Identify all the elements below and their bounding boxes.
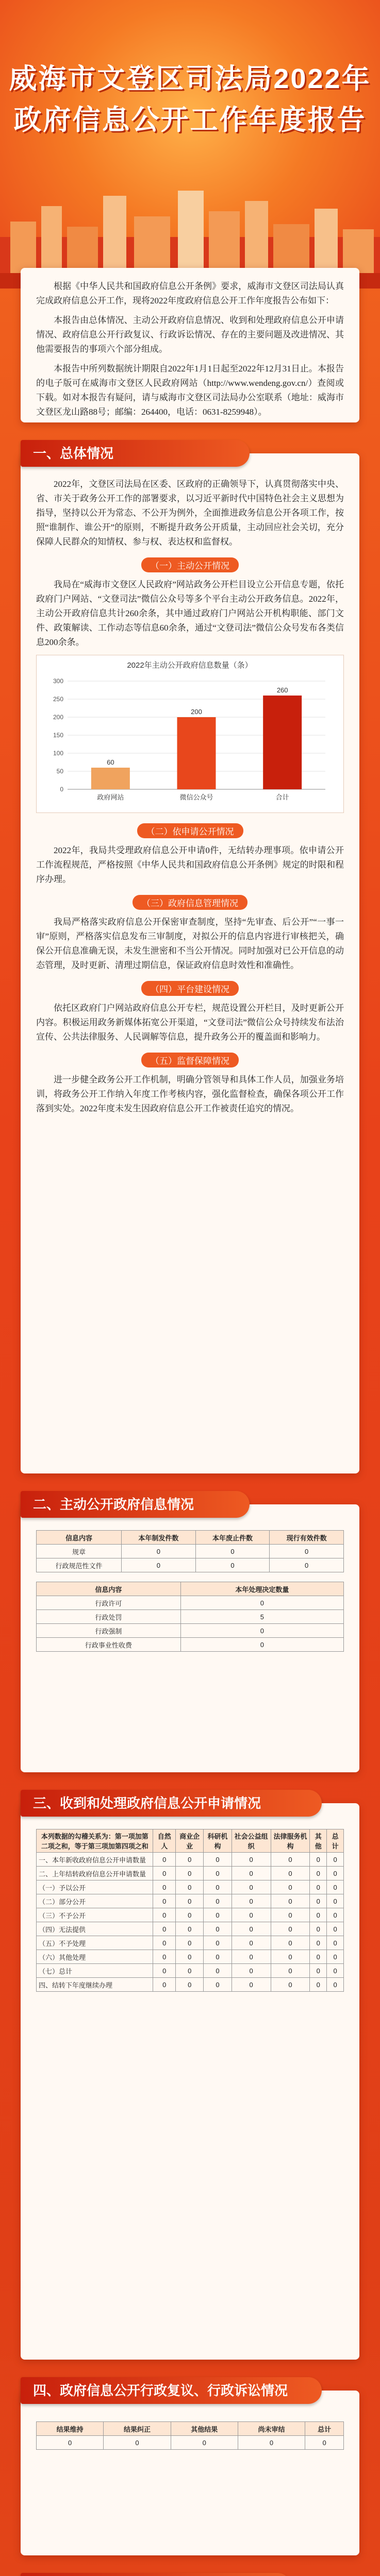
table-cell: 行政强制	[37, 1624, 181, 1638]
table-row	[37, 1596, 344, 1610]
table-cell: 二、上年结转政府信息公开申请数量	[37, 1867, 153, 1880]
y-tick-label: 200	[53, 714, 63, 721]
table-header-cell: 本年制发件数	[122, 1531, 196, 1545]
table-cell: 0	[310, 1978, 327, 1992]
table-cell: 0	[271, 1880, 310, 1894]
table-cell: 0	[204, 1964, 232, 1978]
table-cell: 0	[153, 1853, 176, 1867]
table-cell: 0	[232, 1880, 271, 1894]
section-applications	[21, 1795, 359, 2360]
table-cell: 0	[232, 1853, 271, 1867]
table-cell: （六）其他处理	[37, 1950, 153, 1964]
table-cell: 0	[153, 1867, 176, 1880]
report-header	[0, 0, 380, 289]
table-cell: 一、本年新收政府信息公开申请数量	[37, 1853, 153, 1867]
table-cell: 0	[310, 1950, 327, 1964]
table-cell: 0	[180, 1638, 343, 1652]
table-cell: 0	[122, 1558, 196, 1572]
table-row	[37, 1610, 344, 1624]
table-cell: 0	[153, 1908, 176, 1922]
table-cell: 0	[180, 1596, 343, 1610]
table-cell: 0	[204, 1894, 232, 1908]
table-cell: 0	[195, 1558, 270, 1572]
x-category-label: 合计	[275, 793, 289, 801]
intro-paragraph: 本报告中所列数据统计期限自2022年1月1日起至2022年12月31日止。本报告的电子版可在威海市文登区人民政府网站（http://www.wendeng.gov.cn/）查阅或下载。如对本报告有疑问，请与威海市文登区司法局办公室联系（地址：威海市文登区龙山路88号；邮编：264400，电话：0631-8259948）。	[36, 364, 344, 417]
section-paragraph: 2022年，文登区司法局在区委、区政府的正确领导下，认真贯彻落实中央、省、市关于政务公开工作的部署要求，以习近平新时代中国特色社会主义思想为指导，坚持以公开为常态、不公开为例外，全面推进政务信息公开各项工作，按照“谁制作、谁公开”的原则，不断提升政务公开质量，主动回应社会关切，充分保障人民群众的知情权、参与权、表达权和监督权。	[36, 479, 344, 547]
section-heading: 四、政府信息公开行政复议、行政诉讼情况	[21, 2377, 322, 2404]
bar-value-label: 60	[107, 758, 114, 766]
table-cell: 0	[176, 1880, 204, 1894]
report-title-line1: 威海市文登区司法局2022年	[9, 63, 371, 94]
table-cell: 0	[271, 1964, 310, 1978]
y-tick-label: 300	[53, 677, 63, 685]
y-tick-label: 100	[53, 750, 63, 757]
table-cell: 0	[122, 1545, 196, 1558]
section-paragraph: 2022年，我局共受理政府信息公开申请0件，无结转办理事项。依申请公开工作流程规范，严格按照《中华人民共和国政府信息公开条例》规定的时限和程序办理。	[36, 845, 344, 884]
section-heading	[21, 2573, 291, 2576]
table-cell: 0	[232, 1950, 271, 1964]
table-cell: 0	[327, 1908, 344, 1922]
table-cell: 0	[171, 2436, 238, 2450]
table-header-cell: 尚未审结	[238, 2422, 305, 2436]
table-cell: 0	[153, 1950, 176, 1964]
table-cell: 0	[104, 2436, 171, 2450]
table-cell: （一）予以公开	[37, 1880, 153, 1894]
table-cell: 0	[176, 1908, 204, 1922]
subsection-heading: （二）依申请公开情况	[137, 823, 243, 838]
table-cell: 0	[271, 1894, 310, 1908]
chart-bar	[263, 696, 302, 789]
intro-paragraph: 根据《中华人民共和国政府信息公开条例》要求，威海市文登区司法局认真完成政府信息公开工作，现将2022年度政府信息公开工作年度报告公布如下：	[36, 281, 344, 306]
table-cell: 0	[176, 1950, 204, 1964]
table-cell: 0	[271, 1978, 310, 1992]
table-cell: 0	[310, 1964, 327, 1978]
table-cell: 0	[204, 1978, 232, 1992]
x-category-label: 政府网站	[97, 793, 124, 801]
table-cell: 0	[153, 1880, 176, 1894]
x-category-label: 微信公众号	[179, 793, 213, 801]
chart-bar	[177, 717, 216, 789]
table-cell: 0	[232, 1936, 271, 1950]
active-disclosure-table-2	[36, 1582, 344, 1652]
bar-chart-svg	[37, 655, 343, 810]
bar-value-label: 200	[191, 708, 202, 716]
table-cell: 0	[176, 1978, 204, 1992]
section-paragraph: 我局在“威海市文登区人民政府”网站政务公开栏目设立公开信息专题，依托政府门户网站、“文登司法”微信公众号等多个平台主动公开政务信息。2022年，主动公开政府信息共计260余条，其中通过政府门户网站公开机构职能、部门文件、政策解读、工作动态等信息60余条，通过“文登司法”微信公众号发布各类信息200余条。	[36, 580, 344, 647]
table-header-cell: 其他	[310, 1829, 327, 1853]
table-cell: 0	[270, 1545, 344, 1558]
table-header-cell: 结果纠正	[104, 2422, 171, 2436]
table-cell: 0	[176, 1867, 204, 1880]
table-row	[37, 1545, 344, 1558]
table-cell: 0	[271, 1950, 310, 1964]
table-cell: （七）总计	[37, 1964, 153, 1978]
table-cell: 0	[176, 1936, 204, 1950]
table-cell: （二）部分公开	[37, 1894, 153, 1908]
y-tick-label: 150	[53, 732, 63, 739]
table-cell: 0	[327, 1867, 344, 1880]
table-row	[37, 1638, 344, 1652]
table-cell: 0	[153, 1894, 176, 1908]
table-row	[37, 1867, 344, 1880]
table-cell: 0	[153, 1936, 176, 1950]
table-cell: 0	[305, 2436, 344, 2450]
table-header-cell: 结果维持	[37, 2422, 104, 2436]
bar-value-label: 260	[276, 686, 288, 694]
table-row	[37, 2436, 344, 2450]
table-cell: 0	[271, 1908, 310, 1922]
table-cell: 0	[204, 1867, 232, 1880]
table-header-cell: 信息内容	[37, 1582, 181, 1596]
table-cell: 0	[327, 1894, 344, 1908]
applications-table	[36, 1829, 344, 1992]
table-row	[37, 1950, 344, 1964]
table-cell: 0	[310, 1936, 327, 1950]
table-header-cell: 本年废止件数	[195, 1531, 270, 1545]
table-cell: 0	[238, 2436, 305, 2450]
section-review-litigation	[21, 2383, 359, 2555]
table-cell: 0	[37, 2436, 104, 2450]
table-cell: 规章	[37, 1545, 122, 1558]
table-cell: （四）无法提供	[37, 1922, 153, 1936]
table-cell: 四、结转下年度继续办理	[37, 1978, 153, 1992]
active-disclosure-table-1	[36, 1530, 344, 1572]
table-cell: 0	[204, 1922, 232, 1936]
table-cell: 0	[204, 1936, 232, 1950]
table-cell: 0	[195, 1545, 270, 1558]
table-header-cell: 其他结果	[171, 2422, 238, 2436]
table-cell: 0	[327, 1964, 344, 1978]
table-cell: 5	[180, 1610, 343, 1624]
section-paragraph: 我局严格落实政府信息公开保密审查制度，坚持“先审查、后公开”“一事一审”原则，严格落实信息发布三审制度，对拟公开的信息内容进行审核把关，确保公开信息准确无误，未发生泄密和不当公开情况。同时加强对已公开信息的动态管理，及时更新、清理过期信息，保证政府信息时效性和准确性。	[36, 917, 344, 970]
table-cell: 0	[232, 1867, 271, 1880]
intro-panel	[21, 268, 359, 422]
table-row	[37, 1936, 344, 1950]
table-header-cell: 科研机构	[204, 1829, 232, 1853]
table-header-cell: 法律服务机构	[271, 1829, 310, 1853]
table-header-cell: 信息内容	[37, 1531, 122, 1545]
table-cell: 0	[232, 1894, 271, 1908]
table-row	[37, 1624, 344, 1638]
table-cell: 0	[232, 1922, 271, 1936]
section-overall	[21, 446, 359, 1473]
chart-title: 2022年主动公开政府信息数量（条）	[127, 661, 253, 670]
table-cell: 0	[204, 1908, 232, 1922]
table-cell: 0	[310, 1894, 327, 1908]
table-header-cell: 自然人	[153, 1829, 176, 1853]
table-row	[37, 1922, 344, 1936]
section-heading: 二、主动公开政府信息情况	[21, 1491, 250, 1518]
y-tick-label: 50	[56, 768, 63, 775]
table-cell: 0	[270, 1558, 344, 1572]
table-cell: 0	[232, 1964, 271, 1978]
y-tick-label: 0	[60, 786, 63, 793]
table-row	[37, 1880, 344, 1894]
table-cell: 行政许可	[37, 1596, 181, 1610]
section-heading: 一、总体情况	[21, 440, 250, 467]
table-cell: 0	[310, 1867, 327, 1880]
table-cell: 0	[310, 1908, 327, 1922]
table-header-cell: 本列数据的勾稽关系为：第一项加第二项之和，等于第三项加第四项之和	[37, 1829, 153, 1853]
table-header-cell: 商业企业	[176, 1829, 204, 1853]
table-cell: 0	[327, 1978, 344, 1992]
table-cell: 0	[327, 1936, 344, 1950]
report-title-line2: 政府信息公开工作年度报告	[13, 105, 367, 135]
table-cell: 0	[327, 1880, 344, 1894]
table-cell: 0	[204, 1950, 232, 1964]
table-cell: 0	[310, 1853, 327, 1867]
table-row	[37, 1853, 344, 1867]
table-cell: 行政处罚	[37, 1610, 181, 1624]
section-heading: 三、收到和处理政府信息公开申请情况	[21, 1790, 322, 1817]
subsection-heading: （四）平台建设情况	[141, 981, 239, 996]
table-row	[37, 1978, 344, 1992]
table-cell: 0	[153, 1922, 176, 1936]
table-cell: 0	[271, 1936, 310, 1950]
table-cell: 0	[204, 1853, 232, 1867]
table-cell: （三）不予公开	[37, 1908, 153, 1922]
chart-bar	[91, 768, 130, 789]
table-cell: 0	[271, 1867, 310, 1880]
table-row	[37, 1964, 344, 1978]
section-paragraph: 进一步健全政务公开工作机制，明确分管领导和具体工作人员，加强业务培训，将政务公开工作纳入年度工作考核内容，强化监督检查，确保各项公开工作落到实处。2022年度未发生因政府信息公开工作被责任追究的情况。	[36, 1075, 344, 1113]
subsection-heading: （五）监督保障情况	[141, 1053, 239, 1067]
section-active-disclosure	[21, 1497, 359, 1772]
table-cell: 0	[232, 1908, 271, 1922]
table-cell: 0	[176, 1922, 204, 1936]
table-row	[37, 1908, 344, 1922]
table-cell: 0	[153, 1964, 176, 1978]
table-row	[37, 1558, 344, 1572]
section-paragraph: 依托区政府门户网站政府信息公开专栏，规范设置公开栏目，及时更新公开内容。积极运用政务新媒体拓宽公开渠道，“文登司法”微信公众号持续发布法治宣传、公共法律服务、人民调解等信息，提升政务公开的覆盖面和影响力。	[36, 1003, 344, 1042]
table-header-cell: 总计	[327, 1829, 344, 1853]
table-cell: 0	[176, 1853, 204, 1867]
publication-chart	[36, 655, 344, 813]
table-cell: 0	[271, 1922, 310, 1936]
table-cell: 0	[232, 1978, 271, 1992]
table-cell: 0	[310, 1880, 327, 1894]
review-table	[36, 2421, 344, 2450]
intro-paragraph: 本报告由总体情况、主动公开政府信息情况、收到和处理政府信息公开申请情况、政府信息公开行政复议、行政诉讼情况、存在的主要问题及改进情况、其他需要报告的事项六个部分组成。	[36, 315, 344, 354]
subsection-heading: （一）主动公开情况	[141, 557, 239, 572]
table-cell: 0	[271, 1853, 310, 1867]
table-header-cell: 本年处理决定数量	[180, 1582, 343, 1596]
table-cell: 0	[153, 1978, 176, 1992]
subsection-heading: （三）政府信息管理情况	[133, 895, 247, 910]
table-cell: 0	[180, 1624, 343, 1638]
table-cell: 0	[327, 1950, 344, 1964]
table-cell: 0	[204, 1880, 232, 1894]
table-row	[37, 1894, 344, 1908]
table-cell: （五）不予处理	[37, 1936, 153, 1950]
table-cell: 行政事业性收费	[37, 1638, 181, 1652]
table-cell: 行政规范性文件	[37, 1558, 122, 1572]
table-header-cell: 社会公益组织	[232, 1829, 271, 1853]
table-cell: 0	[327, 1922, 344, 1936]
y-tick-label: 250	[53, 696, 63, 703]
table-cell: 0	[176, 1894, 204, 1908]
table-cell: 0	[310, 1922, 327, 1936]
table-header-cell: 总计	[305, 2422, 344, 2436]
table-cell: 0	[327, 1853, 344, 1867]
table-header-cell: 现行有效件数	[270, 1531, 344, 1545]
table-cell: 0	[176, 1964, 204, 1978]
